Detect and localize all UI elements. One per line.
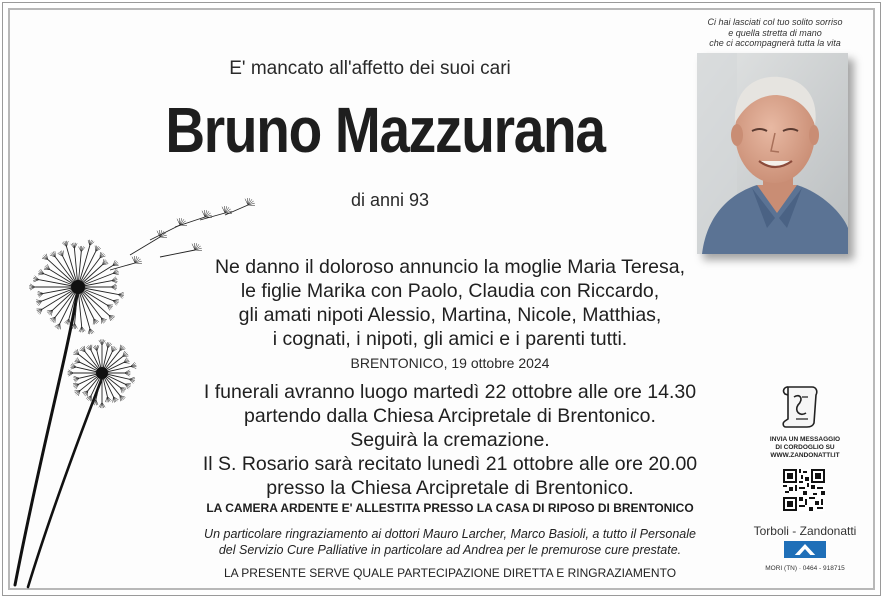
deceased-name: Bruno Mazzurana — [165, 94, 605, 166]
funeral-info — [130, 380, 770, 500]
agency-logo-icon — [784, 541, 826, 558]
chapel-notice: LA CAMERA ARDENTE E' ALLESTITA PRESSO LA CASA DI RIPOSO DI BRENTONICO — [206, 501, 694, 515]
place-date: BRENTONICO, 19 ottobre 2024 — [350, 355, 550, 371]
funeral-line: I funerali avranno luogo martedì 22 ottobre alle ore 14.30 — [203, 381, 697, 403]
quote-line: Ci hai lasciati col tuo solito sorriso — [707, 17, 843, 27]
portrait-photo — [697, 53, 848, 254]
condolence-line: DI CORDOGLIO SU — [775, 444, 835, 451]
age-text: di anni 93 — [350, 190, 430, 210]
funeral-line: Seguirà la cremazione. — [350, 429, 550, 451]
announcement-line: le figlie Marika con Paolo, Claudia con Riccardo, — [240, 280, 660, 302]
announcement-line: gli amati nipoti Alessio, Martina, Nicole, Matthias, — [238, 304, 662, 326]
agency-name: Torboli - Zandonatti — [753, 524, 857, 538]
footer-text: LA PRESENTE SERVE QUALE PARTECIPAZIONE DIRETTA E RINGRAZIAMENTO — [223, 566, 677, 580]
thanks-line: Un particolare ringraziamento ai dottori Mauro Larcher, Marco Basioli, a tutto il Personale — [204, 527, 696, 541]
announcement-line: Ne danno il doloroso annuncio la moglie Maria Teresa, — [214, 256, 686, 278]
thanks-text — [150, 526, 750, 558]
quote — [690, 17, 860, 49]
intro-text: E' mancato all'affetto dei suoi cari — [229, 58, 511, 79]
scroll-icon — [780, 383, 822, 429]
quote-line: e quella stretta di mano — [728, 27, 822, 38]
condolence-text[interactable] — [752, 436, 858, 460]
condolence-line: INVIA UN MESSAGGIO — [769, 436, 841, 443]
funeral-line: presso la Chiesa Arcipretale di Brentonico. — [266, 477, 634, 499]
thanks-line: del Servizio Cure Palliative in particolare ad Andrea per le premurose cure prestate. — [218, 543, 682, 557]
agency-contact: MORI (TN) · 0464 - 918715 — [765, 565, 845, 572]
funeral-line: Il S. Rosario sarà recitato lunedì 21 ottobre alle ore 20.00 — [202, 453, 698, 475]
announcement — [160, 255, 740, 351]
announcement-line: i cognati, i nipoti, gli amici e i parenti tutti. — [272, 328, 628, 350]
quote-line: che ci accompagnerà tutta la vita — [709, 38, 841, 48]
qr-code[interactable] — [783, 469, 825, 511]
funeral-line: partendo dalla Chiesa Arcipretale di Brentonico. — [244, 405, 656, 427]
condolence-link[interactable]: WWW.ZANDONATTI.IT — [770, 452, 840, 459]
